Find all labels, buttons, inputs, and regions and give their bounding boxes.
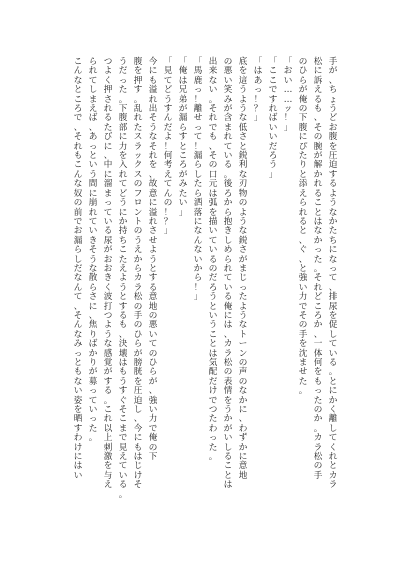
text-column: こんなところで、それもこんな奴の前でお漏らしだなんて、そんなみっともない姿を晒すわけにはい [73,57,83,481]
text-column: の悪い笑みが含まれている。後ろから抱きしめられている俺には、カラ松の表情をうかがいしることは [223,57,233,491]
text-column: 「おい……ッ！」 [283,57,293,133]
text-column: 出来ない。それでも、その口元は弧を描いているのだろうということは気配だけでつたわった。 [208,57,218,463]
text-column: 「馬鹿っ！ 離せって！ 漏らしたら洒落になんないから！」 [193,57,211,303]
text-column: 「俺は兄弟が漏らすところがみたい」 [178,57,188,218]
text-column: 腹を押す。乱れたスラックスのフロントのうえからカラ松の手のひらが膀胱を圧迫し、今にもはじけそ [133,57,143,491]
text-column: 今にも溢れ出そうなそれを、故意に溢れさせようとする意地の悪いてのひらが、強い力で俺の下 [148,57,158,463]
text-column: うだった。下腹部に力を入れてどうにか持ちこたえようとするも、決壊はもうすぐそこまで見えている。 [118,57,128,500]
text-column: 「はあっ！？」 [253,57,263,124]
text-column: 「ここですればいいだろう」 [268,57,278,180]
vertical-text-body [0,58,400,508]
text-column: 手が、ちょうどお腹を圧迫するようなかたちになって、排尿を促している。とにかく離してくれとカラ [328,57,338,491]
text-column: 底を這うような低さと鋭利な刃物のような鋭さがまじったようなトーンの声のなかに、わずかに意地 [238,57,248,481]
text-column: のひらが俺の下腹にぴたりと添えられると、ぐ、と強い力でその手を沈ませた。 [298,57,308,397]
text-column: 「見てどうすんだよ！ 何考えてんの！？」 [163,57,181,237]
text-column: られてしまえば、あっという間に崩れていきそうな散らさに、焦りばかりが募っていった。 [88,57,98,444]
text-column: 松に訴えるも、その腕が解かれることはなかった。それどころか、一体何をもったのか。カラ松の手 [313,57,323,481]
text-column: つよく押されるたびに、中に溜まっている尿がおおきく波打つような感覚がする。これ以上刺激を与え [103,57,113,491]
